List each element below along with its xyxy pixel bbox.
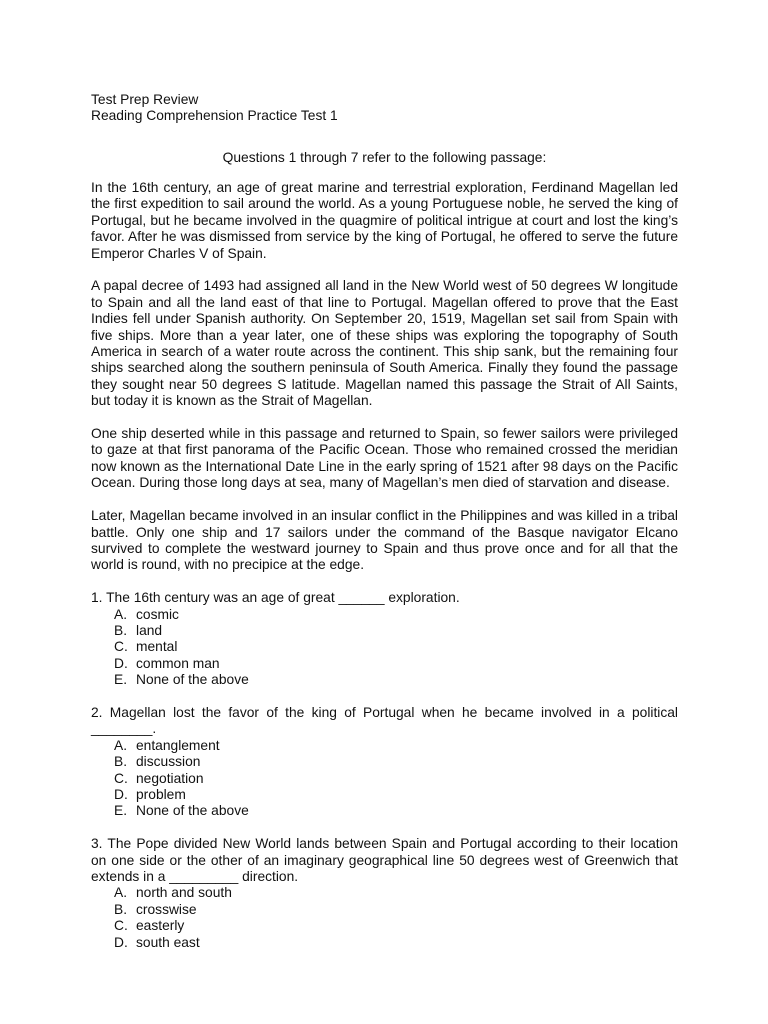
option-letter: D. xyxy=(114,655,128,671)
answer-option xyxy=(91,935,678,951)
answer-option xyxy=(91,754,678,770)
passage-paragraph: Later, Magellan became involved in an insular conflict in the Philippines and was killed in a tribal battle. Only one ship and 17 sailors under the command of the Basque navigator Elcano survived to complete the westward journey to Spain and thus prove once and for all that the world is round, with no precipice at the edge. xyxy=(91,508,678,573)
document-page xyxy=(91,92,678,951)
option-text: south east xyxy=(136,934,200,950)
option-letter: E. xyxy=(114,672,128,688)
question-text: 2. Magellan lost the favor of the king of Portugal when he became involved in a political ________. xyxy=(91,704,678,737)
answer-option xyxy=(91,787,678,803)
answer-options xyxy=(91,607,678,689)
option-letter: C. xyxy=(114,639,128,655)
answer-options xyxy=(91,885,678,951)
question-3 xyxy=(91,836,678,951)
option-letter: A. xyxy=(114,606,128,622)
option-letter: E. xyxy=(114,803,128,819)
option-text: problem xyxy=(136,786,186,802)
option-letter: C. xyxy=(114,918,128,934)
option-text: None of the above xyxy=(136,672,249,688)
answer-option xyxy=(91,639,678,655)
option-letter: C. xyxy=(114,770,128,786)
answer-option xyxy=(91,623,678,639)
passage-intro: Questions 1 through 7 refer to the following passage: xyxy=(222,149,547,165)
passage-paragraph: A papal decree of 1493 had assigned all land in the New World west of 50 degrees W longitude to Spain and all the land east of that line to Portugal. Magellan offered to prove that the East Indies fell under Spanish authority. On September 20, 1519, Magellan set sail from Spain with five ships. More than a year later, one of these ships was exploring the topography of South America in search of a water route across the continent. This ship sank, but the remaining four ships searched along the southern peninsula of South America. Finally they found the passage they sought near 50 degrees S latitude. Magellan named this passage the Strait of All Saints, but today it is known as the Strait of Magellan. xyxy=(91,278,678,409)
option-text: negotiation xyxy=(136,770,204,786)
option-letter: D. xyxy=(114,934,128,950)
option-text: crosswise xyxy=(136,901,197,917)
option-letter: B. xyxy=(114,901,128,917)
option-letter: D. xyxy=(114,786,128,802)
answer-option xyxy=(91,918,678,934)
option-text: north and south xyxy=(136,885,232,901)
option-letter: B. xyxy=(114,754,128,770)
question-text: 1. The 16th century was an age of great ______ exploration. xyxy=(91,590,460,606)
answer-option xyxy=(91,885,678,901)
answer-option xyxy=(91,803,678,819)
answer-option xyxy=(91,771,678,787)
option-text: discussion xyxy=(136,754,201,770)
document-title: Test Prep Review xyxy=(91,92,199,107)
option-text: common man xyxy=(136,655,220,671)
option-text: easterly xyxy=(136,918,185,934)
question-2 xyxy=(91,705,678,820)
question-1 xyxy=(91,590,678,688)
passage xyxy=(91,180,678,574)
answer-option xyxy=(91,672,678,688)
answer-options xyxy=(91,738,678,820)
option-text: cosmic xyxy=(136,606,179,622)
option-letter: A. xyxy=(114,885,128,901)
option-text: land xyxy=(136,622,163,638)
option-text: entanglement xyxy=(136,737,220,753)
passage-paragraph: One ship deserted while in this passage and returned to Spain, so fewer sailors were privileged to gaze at that first panorama of the Pacific Ocean. Those who remained crossed the meridian now known as the International Date Line in the early spring of 1521 after 98 days on the Pacific Ocean. During those long days at sea, many of Magellan’s men died of starvation and disease. xyxy=(91,426,678,491)
option-text: None of the above xyxy=(136,803,249,819)
document-subtitle: Reading Comprehension Practice Test 1 xyxy=(91,108,338,124)
answer-option xyxy=(91,738,678,754)
option-letter: A. xyxy=(114,737,128,753)
answer-option xyxy=(91,656,678,672)
option-text: mental xyxy=(136,639,178,655)
answer-option xyxy=(91,607,678,623)
question-text: 3. The Pope divided New World lands between Spain and Portugal according to their location on one side or the other of an imaginary geographical line 50 degrees west of Greenwich that extends in a _________ direction. xyxy=(91,836,678,884)
passage-paragraph: In the 16th century, an age of great marine and terrestrial exploration, Ferdinand Magellan led the first expedition to sail around the world. As a young Portuguese noble, he served the king of Portugal, but he became involved in the quagmire of political intrigue at court and lost the king’s favor. After he was dismissed from service by the king of Portugal, he offered to serve the future Emperor Charles V of Spain. xyxy=(91,180,678,261)
answer-option xyxy=(91,902,678,918)
option-letter: B. xyxy=(114,622,128,638)
